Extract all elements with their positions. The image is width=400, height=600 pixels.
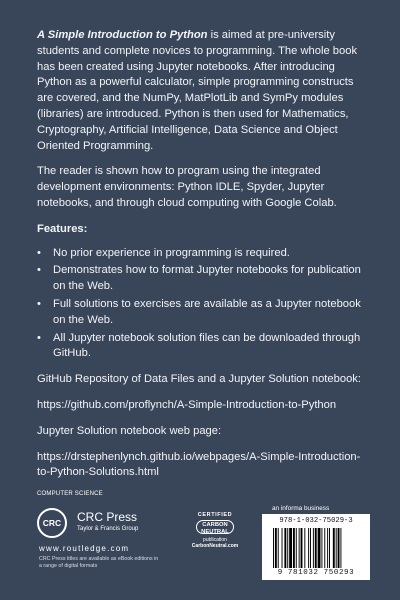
- carbon-logo-line2: NEUTRAL: [201, 528, 229, 535]
- carbon-certified-label: CERTIFIED: [197, 512, 233, 518]
- feature-item: [37, 263, 367, 295]
- description-block: [37, 28, 367, 491]
- features-heading: Features:: [37, 222, 88, 235]
- publisher-block: [37, 506, 167, 576]
- intro-text: is aimed at pre-university students and complete novices to programming. The whole book has been created using Jupyter notebooks. After introducing Python as a powerful calculator, simple programming constructs are covered, and the NumPy, MatPlotLib and SymPy modules (libraries) are introduced. Python is then used for Mathematics, Cryptography, Artificial Intelligence, Data Science and Object Oriented Programming.: [37, 29, 358, 152]
- bullet-icon: •: [37, 264, 41, 277]
- feature-item: [37, 297, 367, 329]
- carbon-neutral-logo-icon: [196, 520, 234, 534]
- github-url[interactable]: https://github.com/proflynch/A-Simple-Introduction-to-Python: [37, 398, 337, 411]
- subject-category: COMPUTER SCIENCE: [37, 491, 103, 497]
- feature-item: [37, 331, 367, 363]
- feature-text: All Jupyter notebook solution files can be downloaded through GitHub.: [53, 331, 361, 360]
- crc-logo-icon: CRC: [37, 508, 67, 538]
- informa-tagline: an informa business: [272, 505, 330, 512]
- web-label: Jupyter Solution notebook web page:: [37, 424, 222, 437]
- ide-paragraph: The reader is shown how to program using the integrated development environments: Python IDLE, Spyder, Jupyter notebooks, and through cloud computing with Google Colab.: [37, 165, 337, 209]
- feature-text: Demonstrates how to format Jupyter notebooks for publication on the Web.: [53, 264, 361, 293]
- feature-text: Full solutions to exercises are available as a Jupyter notebook on the Web.: [53, 297, 361, 326]
- carbon-publication-label: publication: [203, 537, 227, 543]
- features-list: [37, 246, 367, 363]
- carbon-neutral-badge: [185, 512, 245, 572]
- feature-text: No prior experience in programming is required.: [53, 246, 290, 259]
- barcode-icon: [272, 528, 362, 568]
- ebook-note: CRC Press titles are available as eBook editions in a range of digital formats: [39, 556, 159, 569]
- publisher-website: www.routledge.com: [39, 544, 130, 553]
- publisher-group: Taylor & Francis Group: [77, 526, 139, 532]
- web-url[interactable]: https://drstephenlynch.github.io/webpages/A-Simple-Introduction-to-Python-Solutions.html: [37, 450, 361, 479]
- carbon-site: CarbonNeutral.com: [191, 543, 239, 549]
- feature-item: [37, 246, 367, 262]
- bullet-icon: •: [37, 331, 41, 344]
- book-title: A Simple Introduction to Python: [37, 29, 208, 41]
- isbn-bottom-text: 9 781032 750293: [277, 569, 355, 577]
- isbn-top-text: 978-1-032-75029-3: [279, 517, 353, 525]
- isbn-barcode: [262, 514, 370, 580]
- github-label: GitHub Repository of Data Files and a Jupyter Solution notebook:: [37, 373, 361, 386]
- bullet-icon: •: [37, 246, 41, 259]
- carbon-logo-line1: CARBON: [202, 522, 228, 528]
- intro-paragraph: [37, 28, 367, 154]
- bullet-icon: •: [37, 297, 41, 310]
- publisher-name: CRC Press: [77, 510, 138, 524]
